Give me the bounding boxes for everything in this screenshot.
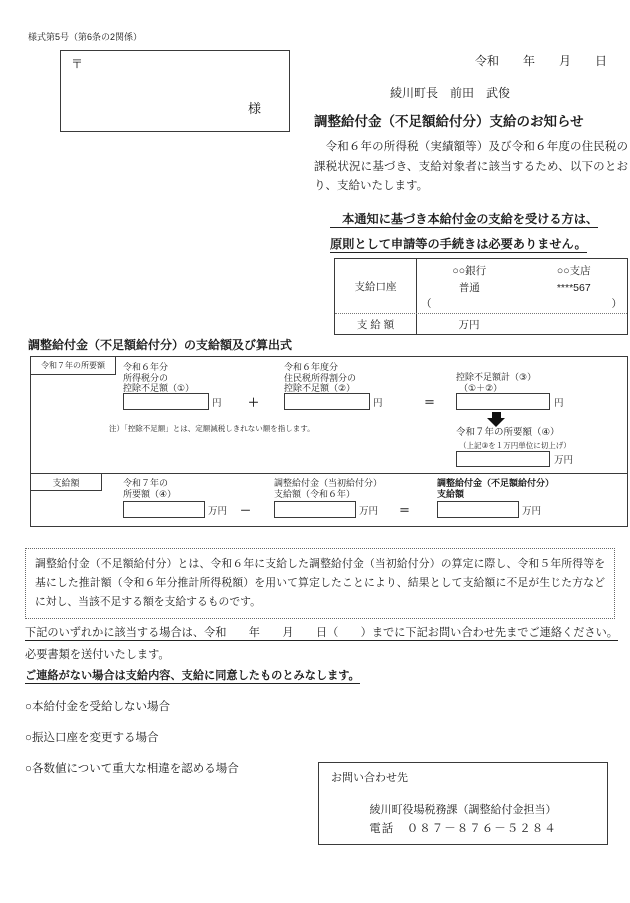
unit-yen-1: 円 bbox=[212, 398, 222, 409]
contact-department: 綾川町役場税務課（調整給付金担当） bbox=[369, 804, 557, 816]
branch-name: ○○支店 bbox=[556, 265, 591, 277]
minus-operator: － bbox=[240, 505, 251, 517]
issue-date: 令和 年 月 日 bbox=[474, 54, 607, 68]
amount-box-6 bbox=[274, 501, 356, 518]
case-item-change-account: ○振込口座を変更する場合 bbox=[25, 732, 159, 744]
consent-notice: ご連絡がない場合は支給内容、支給に同意したものとみなします。 bbox=[25, 670, 360, 682]
no-application-notice-line1: 本通知に基づき本給付金の支給を受ける方は、 bbox=[330, 212, 599, 226]
payment-row-label: 支給額 bbox=[31, 474, 102, 491]
amount-label: 支 給 額 bbox=[356, 318, 395, 331]
case-item-decline: ○本給付金を受給しない場合 bbox=[25, 701, 170, 713]
amount-box-7 bbox=[437, 501, 519, 518]
amount-box-1 bbox=[123, 393, 209, 410]
unit-manyen-4: 万円 bbox=[554, 455, 574, 466]
no-application-notice bbox=[330, 207, 630, 257]
initial-payment-label: 調整給付金（当初給付分） 支給額（令和６年） bbox=[274, 478, 383, 499]
down-arrow-icon bbox=[486, 412, 506, 427]
no-application-notice-line2: 原則として申請等の手続きは必要ありません。 bbox=[330, 237, 587, 251]
bank-name: ○○銀行 bbox=[452, 265, 487, 277]
equals-operator-2: ＝ bbox=[399, 505, 410, 517]
plus-operator: ＋ bbox=[248, 397, 259, 409]
rounding-note: （上記③を１万円単位に切上げ） bbox=[459, 441, 571, 450]
calc-table bbox=[30, 356, 628, 527]
form-number-label: 様式第5号（第6条の2関係） bbox=[28, 32, 143, 42]
shortfall-note: 注）「控除不足額」とは、定額減税しきれない額を指します。 bbox=[109, 424, 315, 433]
income-tax-shortfall-label: 令和６年分 所得税分の 控除不足額（①） bbox=[123, 362, 195, 393]
account-type-line bbox=[417, 280, 626, 295]
amount-box-4 bbox=[456, 451, 550, 467]
requirement-row-label: 令和７年の所要額 bbox=[31, 357, 116, 375]
deadline-paragraph bbox=[25, 623, 621, 666]
resident-tax-shortfall-label: 令和６年度分 住民税所得割分の 控除不足額（②） bbox=[284, 362, 357, 393]
recipient-honorific: 様 bbox=[247, 101, 261, 116]
postal-mark: 〒 bbox=[71, 57, 84, 71]
paren-close: ） bbox=[611, 298, 622, 310]
account-label: 支給口座 bbox=[354, 280, 397, 293]
unit-manyen-7: 万円 bbox=[522, 506, 542, 517]
requirement-2025-label: 令和７年の所要額（④） bbox=[456, 427, 560, 438]
unit-yen-3: 円 bbox=[554, 398, 564, 409]
intro-paragraph: 令和６年の所得税（実績額等）及び令和６年度の住民税の課税状況に基づき、支給対象者に該当するため、以下のとおり、支給いたします。 bbox=[314, 141, 628, 192]
requirement-amount-label: 令和７年の 所要額（④） bbox=[123, 478, 177, 499]
explanation-box: 調整給付金（不足額給付分）とは、令和６年に支給した調整給付金（当初給付分）の算定に際し、令和５年所得等を基にした推計額（令和６年分推計所得税額）を用いて算定したことにより、結果として支給額に不足が生じた方などに対し、当該不足する額を支給するものです。 bbox=[25, 548, 615, 619]
mayor-name: 綾川町長 前田 武俊 bbox=[389, 86, 510, 100]
deadline-section bbox=[25, 623, 621, 688]
equals-operator-1: ＝ bbox=[424, 397, 435, 409]
shortfall-payment-amount-label: 調整給付金（不足額給付分） 支給額 bbox=[437, 478, 555, 499]
recipient-address-box bbox=[60, 50, 290, 132]
document-title: 調整給付金（不足額給付分）支給のお知らせ bbox=[314, 114, 584, 129]
unit-manyen-6: 万円 bbox=[359, 506, 379, 517]
account-type: 普通 bbox=[458, 282, 480, 294]
unit-yen-2: 円 bbox=[373, 398, 383, 409]
deadline-underlined-text: 下記のいずれかに該当する場合は、令和 年 月 日（ ）までに下記お問い合わせ先までご連絡ください。 bbox=[25, 627, 618, 639]
calc-section-title: 調整給付金（不足額給付分）の支給額及び算出式 bbox=[28, 338, 293, 352]
bank-line bbox=[417, 263, 626, 278]
contact-title: お問い合わせ先 bbox=[331, 772, 408, 784]
amount-box-5 bbox=[123, 501, 205, 518]
total-shortfall-label: 控除不足額計（③） （①＋②） bbox=[456, 372, 537, 393]
account-number: ****567 bbox=[556, 282, 591, 294]
case-list bbox=[25, 698, 239, 776]
calc-row-divider bbox=[31, 473, 627, 474]
deadline-plain-text: 必要書類を送付いたします。 bbox=[25, 648, 170, 661]
unit-manyen-5: 万円 bbox=[208, 506, 228, 517]
account-holder-line bbox=[421, 296, 622, 311]
case-item-discrepancy: ○各数値について重大な相違を認める場合 bbox=[25, 763, 239, 775]
amount-unit: 万円 bbox=[458, 319, 480, 331]
payment-account-table bbox=[334, 258, 628, 335]
contact-phone: 電話 ０８７－８７６－５２８４ bbox=[369, 823, 557, 835]
amount-box-3 bbox=[456, 393, 550, 410]
amount-box-2 bbox=[284, 393, 370, 410]
paren-open: （ bbox=[421, 298, 432, 310]
contact-box bbox=[318, 762, 608, 845]
